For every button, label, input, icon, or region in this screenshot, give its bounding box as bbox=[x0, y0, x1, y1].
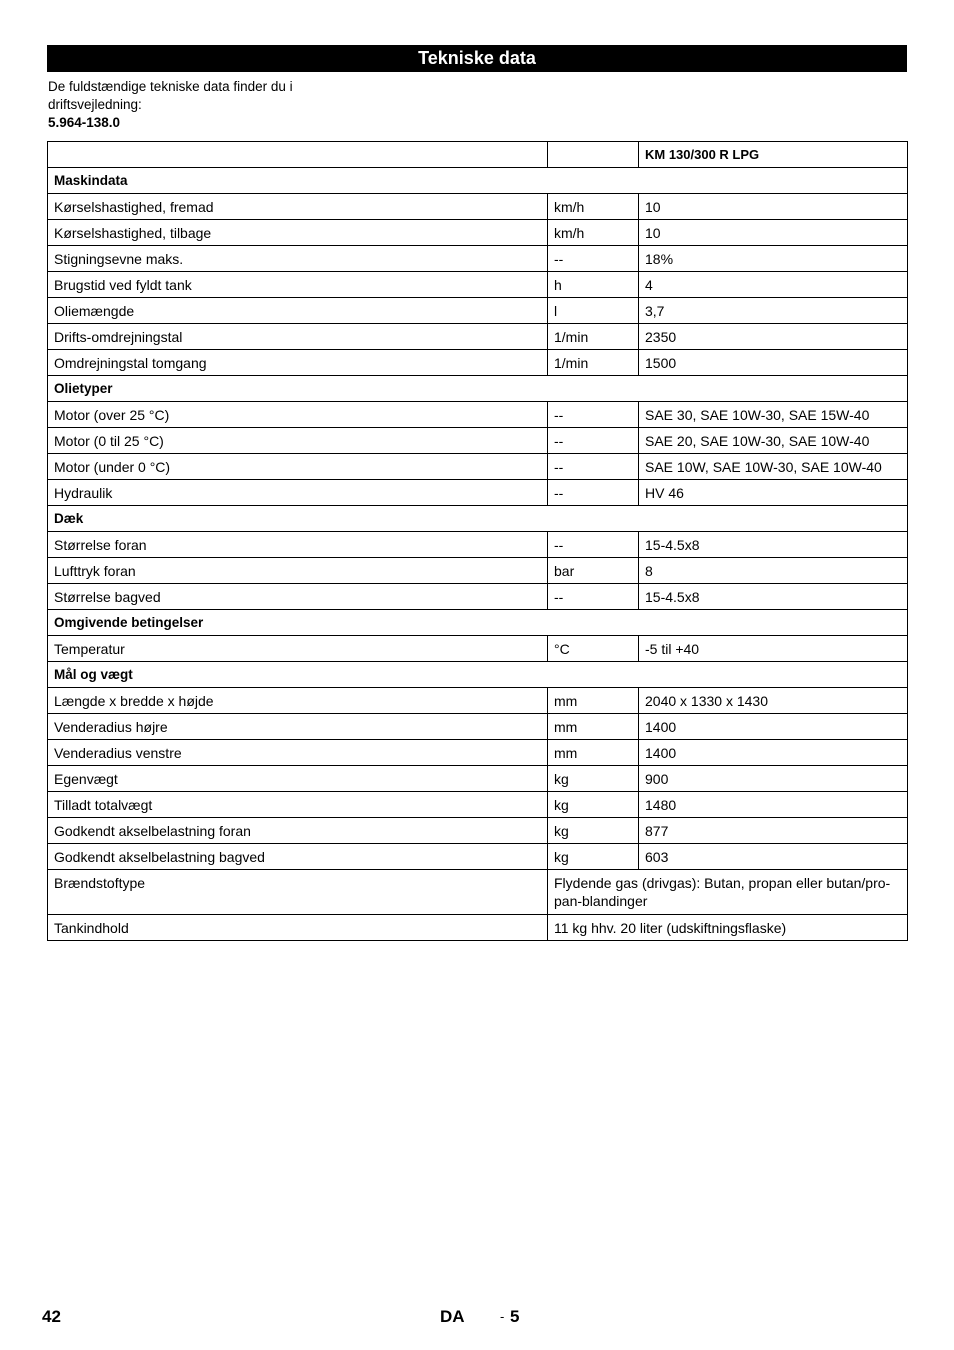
row-value: 11 kg hhv. 20 liter (udskiftningsflaske) bbox=[548, 915, 908, 941]
page-title: Tekniske data bbox=[47, 45, 907, 72]
row-value: -5 til +40 bbox=[639, 636, 908, 662]
row-label: Kørselshastighed, fremad bbox=[48, 194, 548, 220]
table-row bbox=[48, 740, 908, 766]
row-unit: 1/min bbox=[548, 324, 639, 350]
table-row bbox=[48, 272, 908, 298]
row-label: Størrelse foran bbox=[48, 532, 548, 558]
row-unit: kg bbox=[548, 766, 639, 792]
table-row bbox=[48, 558, 908, 584]
table-row bbox=[48, 792, 908, 818]
table-row bbox=[48, 246, 908, 272]
table-row bbox=[48, 688, 908, 714]
row-label: Tilladt totalvægt bbox=[48, 792, 548, 818]
row-unit: mm bbox=[548, 740, 639, 766]
row-unit: h bbox=[548, 272, 639, 298]
row-unit: -- bbox=[548, 532, 639, 558]
row-label: Motor (0 til 25 °C) bbox=[48, 428, 548, 454]
row-label: Venderadius højre bbox=[48, 714, 548, 740]
row-label: Størrelse bagved bbox=[48, 584, 548, 610]
row-value: 1400 bbox=[639, 740, 908, 766]
row-unit: mm bbox=[548, 714, 639, 740]
section-row bbox=[48, 376, 908, 402]
row-value: 4 bbox=[639, 272, 908, 298]
table-row bbox=[48, 714, 908, 740]
row-value: 10 bbox=[639, 194, 908, 220]
section-row bbox=[48, 168, 908, 194]
row-value: 15-4.5x8 bbox=[639, 584, 908, 610]
row-label: Drifts-omdrejningstal bbox=[48, 324, 548, 350]
row-label: Længde x bredde x højde bbox=[48, 688, 548, 714]
section-title: Olietyper bbox=[48, 376, 908, 402]
table-row bbox=[48, 766, 908, 792]
table-row-tank bbox=[48, 915, 908, 941]
row-value: SAE 20, SAE 10W-30, SAE 10W-40 bbox=[639, 428, 908, 454]
row-unit: mm bbox=[548, 688, 639, 714]
header-model-cell: KM 130/300 R LPG bbox=[639, 142, 908, 168]
table-row bbox=[48, 298, 908, 324]
table-row bbox=[48, 636, 908, 662]
row-label: Brugstid ved fyldt tank bbox=[48, 272, 548, 298]
intro-line-1: De fuldstændige tekniske data finder du i bbox=[48, 79, 293, 94]
row-value: 1500 bbox=[639, 350, 908, 376]
row-label: Godkendt akselbelastning bagved bbox=[48, 844, 548, 870]
section-title: Omgivende betingelser bbox=[48, 610, 908, 636]
section-row bbox=[48, 506, 908, 532]
section-title: Mål og vægt bbox=[48, 662, 908, 688]
row-unit: -- bbox=[548, 402, 639, 428]
row-unit: °C bbox=[548, 636, 639, 662]
footer-dash: - bbox=[500, 1309, 505, 1324]
row-value: 3,7 bbox=[639, 298, 908, 324]
intro-line-2: driftsvejledning: bbox=[48, 97, 142, 112]
row-value: 2040 x 1330 x 1430 bbox=[639, 688, 908, 714]
row-label: Temperatur bbox=[48, 636, 548, 662]
row-value: SAE 10W, SAE 10W-30, SAE 10W-40 bbox=[639, 454, 908, 480]
row-unit: km/h bbox=[548, 220, 639, 246]
row-unit: -- bbox=[548, 480, 639, 506]
fuel-value-line-1: Flydende gas (drivgas): Butan, propan eller butan/pro- bbox=[554, 875, 891, 891]
header-unit-cell bbox=[548, 142, 639, 168]
row-label: Venderadius venstre bbox=[48, 740, 548, 766]
section-title: Dæk bbox=[48, 506, 908, 532]
row-label: Motor (over 25 °C) bbox=[48, 402, 548, 428]
spec-table bbox=[47, 141, 908, 941]
row-unit: l bbox=[548, 298, 639, 324]
part-number: 5.964-138.0 bbox=[48, 115, 121, 130]
row-value: 877 bbox=[639, 818, 908, 844]
row-label: Hydraulik bbox=[48, 480, 548, 506]
table-row bbox=[48, 350, 908, 376]
table-row-fuel bbox=[48, 870, 908, 915]
row-value bbox=[548, 870, 908, 915]
row-unit: -- bbox=[548, 428, 639, 454]
footer-section-page: 5 bbox=[510, 1307, 520, 1326]
table-row bbox=[48, 428, 908, 454]
table-row bbox=[48, 844, 908, 870]
row-label: Motor (under 0 °C) bbox=[48, 454, 548, 480]
row-unit: bar bbox=[548, 558, 639, 584]
section-row bbox=[48, 610, 908, 636]
row-unit: -- bbox=[548, 246, 639, 272]
row-label: Tankindhold bbox=[48, 915, 548, 941]
row-value: HV 46 bbox=[639, 480, 908, 506]
row-value: 15-4.5x8 bbox=[639, 532, 908, 558]
table-row bbox=[48, 194, 908, 220]
row-value: 10 bbox=[639, 220, 908, 246]
row-value: 1480 bbox=[639, 792, 908, 818]
row-label: Brændstoftype bbox=[48, 870, 548, 915]
table-row bbox=[48, 584, 908, 610]
row-value: SAE 30, SAE 10W-30, SAE 15W-40 bbox=[639, 402, 908, 428]
row-value: 1400 bbox=[639, 714, 908, 740]
intro-text bbox=[48, 78, 368, 132]
footer-language: DA bbox=[440, 1307, 465, 1326]
header-empty-cell bbox=[48, 142, 548, 168]
row-label: Egenvægt bbox=[48, 766, 548, 792]
row-value: 603 bbox=[639, 844, 908, 870]
row-label: Stigningsevne maks. bbox=[48, 246, 548, 272]
row-unit: -- bbox=[548, 584, 639, 610]
row-value: 900 bbox=[639, 766, 908, 792]
row-label: Kørselshastighed, tilbage bbox=[48, 220, 548, 246]
table-row bbox=[48, 454, 908, 480]
row-label: Oliemængde bbox=[48, 298, 548, 324]
table-row bbox=[48, 480, 908, 506]
row-unit: -- bbox=[548, 454, 639, 480]
table-row bbox=[48, 818, 908, 844]
row-unit: kg bbox=[548, 844, 639, 870]
row-value: 18% bbox=[639, 246, 908, 272]
row-unit: km/h bbox=[548, 194, 639, 220]
row-unit: kg bbox=[548, 792, 639, 818]
section-row bbox=[48, 662, 908, 688]
row-label: Godkendt akselbelastning foran bbox=[48, 818, 548, 844]
table-row bbox=[48, 324, 908, 350]
row-label: Omdrejningstal tomgang bbox=[48, 350, 548, 376]
table-row bbox=[48, 402, 908, 428]
row-value: 2350 bbox=[639, 324, 908, 350]
table-row bbox=[48, 220, 908, 246]
row-unit: kg bbox=[548, 818, 639, 844]
footer-page-number: 42 bbox=[42, 1307, 61, 1326]
table-header-row bbox=[48, 142, 908, 168]
table-row bbox=[48, 532, 908, 558]
fuel-value-line-2: pan-blandinger bbox=[554, 893, 648, 909]
row-label: Lufttryk foran bbox=[48, 558, 548, 584]
row-value: 8 bbox=[639, 558, 908, 584]
section-title: Maskindata bbox=[48, 168, 908, 194]
row-unit: 1/min bbox=[548, 350, 639, 376]
